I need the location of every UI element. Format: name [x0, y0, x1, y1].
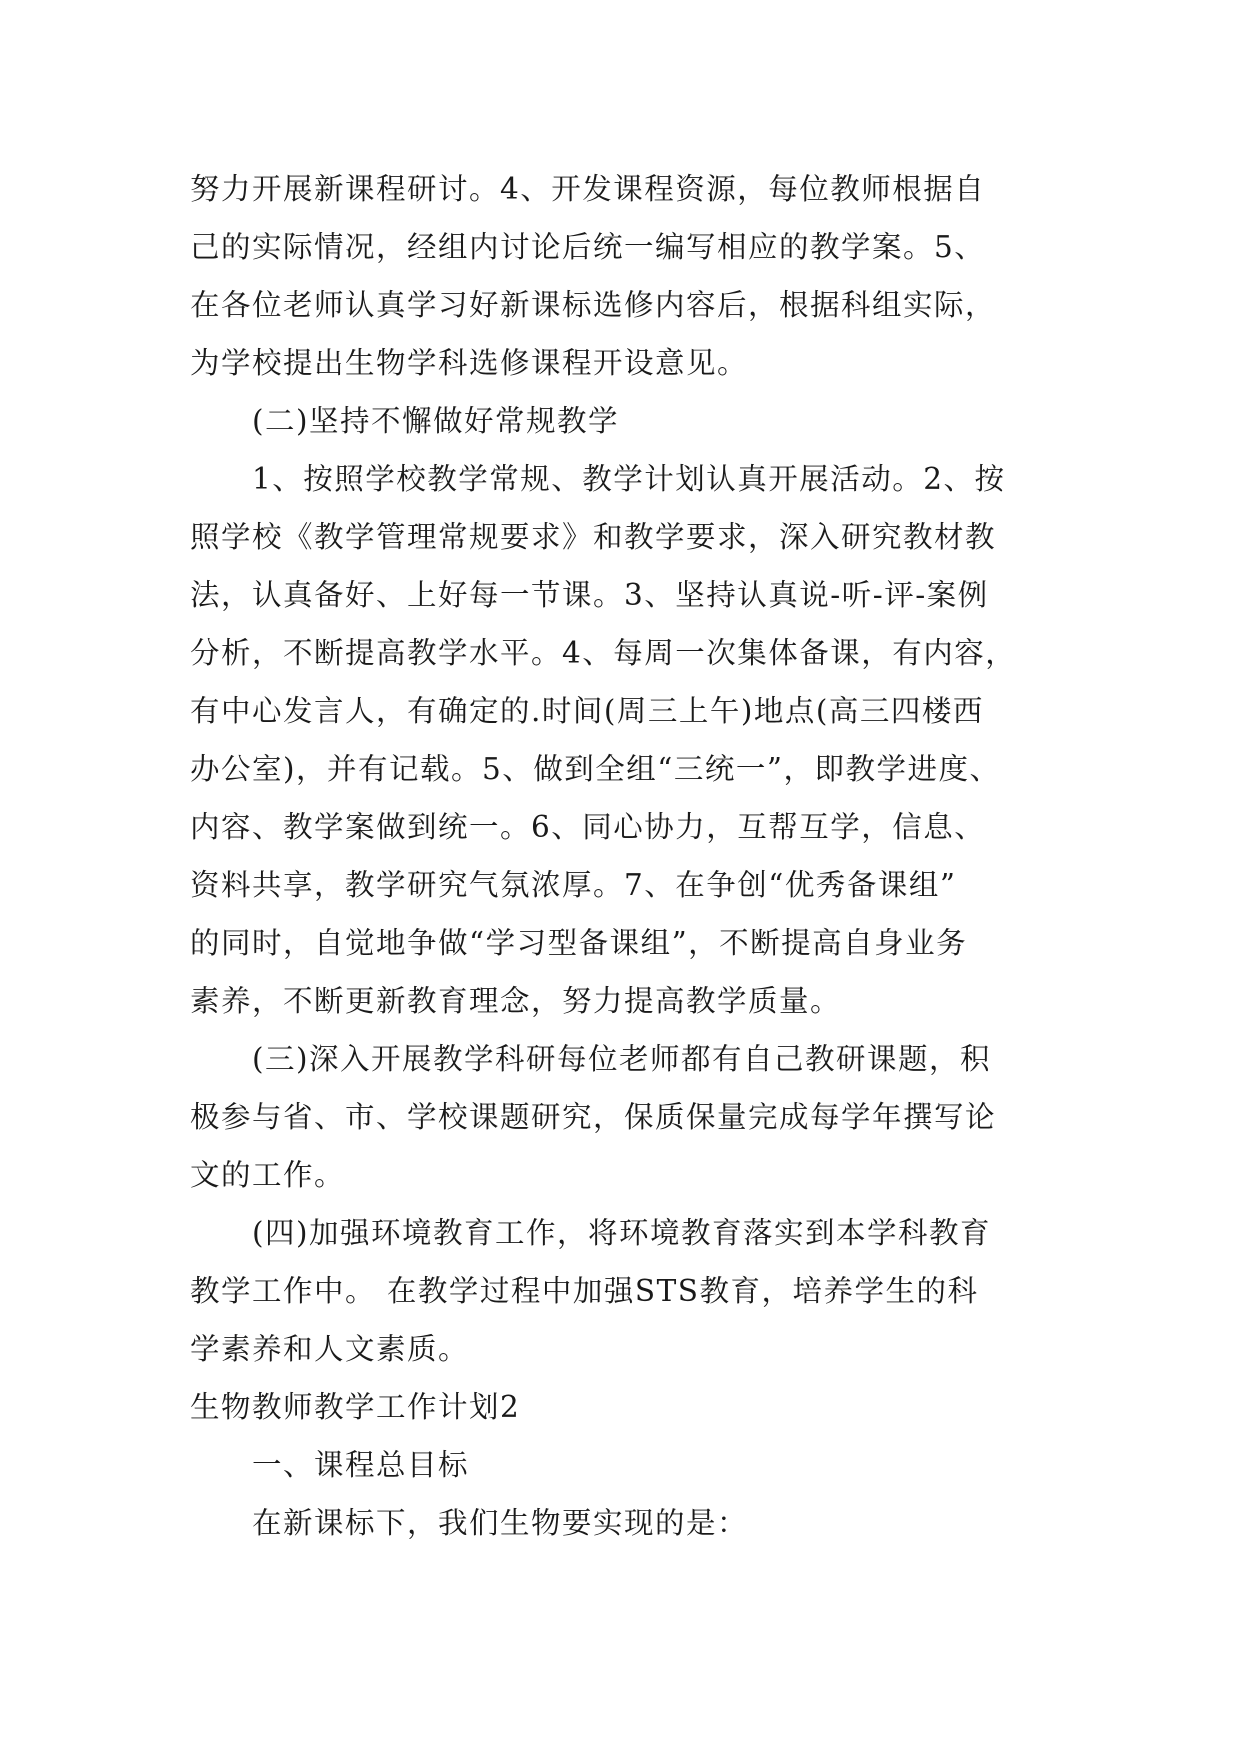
text-line: 文的工作。 — [190, 1158, 346, 1192]
text-line: 己的实际情况，经组内讨论后统一编写相应的教学案。5、 — [190, 230, 986, 264]
section-heading: 一、课程总目标 — [252, 1448, 470, 1482]
text-line: 在新课标下，我们生物要实现的是： — [252, 1506, 749, 1540]
text-line: 办公室)，并有记载。5、做到全组“三统一”，即教学进度、 — [190, 752, 1001, 786]
text-line: 学素养和人文素质。 — [190, 1332, 470, 1366]
text-line: 极参与省、市、学校课题研究，保质保量完成每学年撰写论 — [190, 1100, 997, 1134]
section-heading: (二)坚持不懈做好常规教学 — [252, 404, 620, 438]
text-line: 的同时，自觉地争做“学习型备课组”，不断提高自身业务 — [190, 926, 968, 960]
text-line: 内容、教学案做到统一。6、同心协力，互帮互学，信息、 — [190, 810, 986, 844]
text-line: 教学工作中。 在教学过程中加强STS教育，培养学生的科 — [190, 1274, 979, 1308]
text-line: 为学校提出生物学科选修课程开设意见。 — [190, 346, 749, 380]
document-title: 生物教师教学工作计划2 — [190, 1390, 521, 1424]
text-line: 素养，不断更新教育理念，努力提高教学质量。 — [190, 984, 842, 1018]
text-line: 分析，不断提高教学水平。4、每周一次集体备课，有内容， — [190, 636, 1017, 670]
text-line: 有中心发言人，有确定的.时间(周三上午)地点(高三四楼西 — [190, 694, 984, 728]
text-line: 1、按照学校教学常规、教学计划认真开展活动。2、按 — [252, 462, 1006, 496]
text-line: 努力开展新课程研讨。4、开发课程资源，每位教师根据自 — [190, 172, 986, 206]
text-line: (三)深入开展教学科研每位老师都有自己教研课题，积 — [252, 1042, 992, 1076]
text-line: 资料共享，教学研究气氛浓厚。7、在争创“优秀备课组” — [190, 868, 957, 902]
text-line: (四)加强环境教育工作，将环境教育落实到本学科教育 — [252, 1216, 992, 1250]
text-line: 在各位老师认真学习好新课标选修内容后，根据科组实际， — [190, 288, 997, 322]
document-body — [190, 160, 1070, 1552]
text-line: 照学校《教学管理常规要求》和教学要求，深入研究教材教 — [190, 520, 997, 554]
text-line: 法，认真备好、上好每一节课。3、坚持认真说-听-评-案例 — [190, 578, 989, 612]
